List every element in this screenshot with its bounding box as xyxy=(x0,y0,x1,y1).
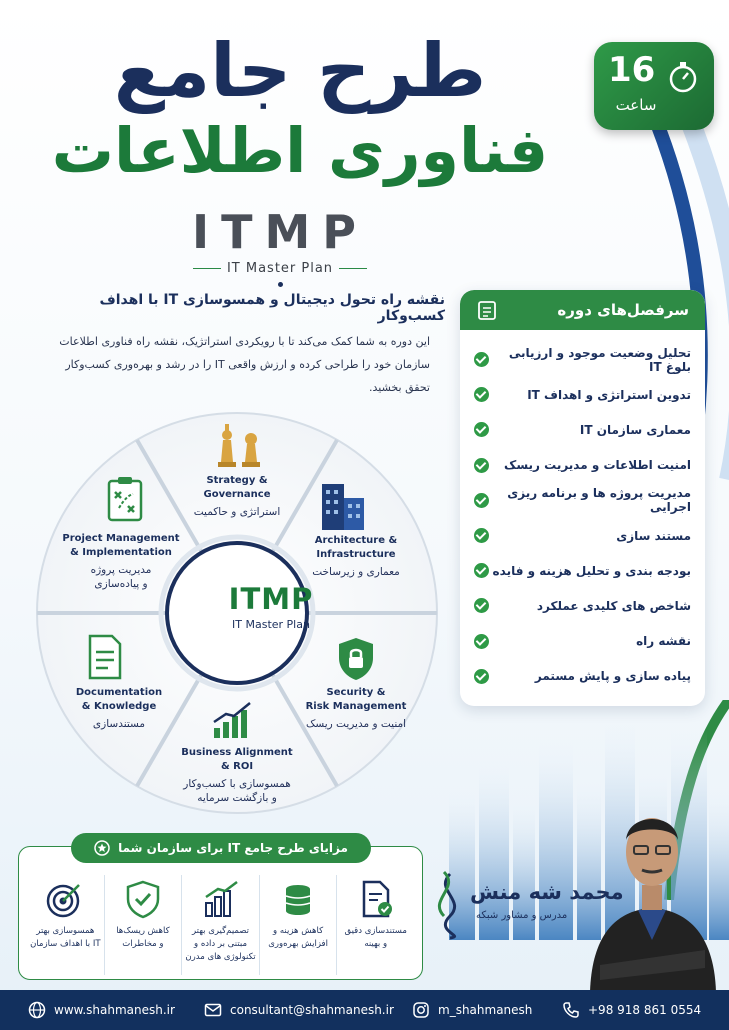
instagram-icon xyxy=(412,1001,430,1019)
syllabus-header xyxy=(460,290,705,330)
logo-subtitle-row xyxy=(180,261,380,276)
segment-en-line1: Security & xyxy=(326,687,386,698)
syllabus-item xyxy=(474,588,691,623)
benefit-item xyxy=(181,875,259,975)
syllabus-item xyxy=(474,624,691,659)
segment-en-line2: Risk Management xyxy=(305,701,407,712)
segment-architecture-infrastructure xyxy=(296,534,416,579)
segment-en-line2: Infrastructure xyxy=(316,549,396,560)
check-icon xyxy=(474,669,489,684)
segment-en-line1: Project Management xyxy=(62,533,180,544)
segment-en-line2: & Knowledge xyxy=(81,701,157,712)
website-text: www.shahmanesh.ir xyxy=(54,1003,175,1017)
syllabus-item-text: تدوین استراتژی و اهداف IT xyxy=(527,387,691,402)
syllabus-item xyxy=(474,553,691,588)
shield-check-icon xyxy=(123,879,163,919)
mail-icon xyxy=(204,1001,222,1019)
duration-value: 16 xyxy=(608,50,656,90)
benefits-box xyxy=(18,841,423,980)
document-check-icon xyxy=(356,879,396,919)
segment-en-line2: & ROI xyxy=(220,761,254,772)
target-icon xyxy=(45,879,85,919)
benefit-item xyxy=(336,875,414,975)
benefit-text: مبتنی بر داده و xyxy=(194,939,247,949)
benefit-text: افزایش بهره‌وری xyxy=(268,939,328,949)
check-icon xyxy=(474,598,489,613)
syllabus-item xyxy=(474,448,691,483)
segment-documentation xyxy=(56,686,182,731)
security-shield-icon xyxy=(336,636,376,682)
segment-fa-line1: امنیت و مدیریت ریسک xyxy=(305,718,407,730)
chess-icon xyxy=(212,422,264,468)
logo-dot xyxy=(278,282,283,287)
syllabus-item-text: مستند سازی xyxy=(616,528,691,543)
segment-fa-line1: مدیریت پروژه xyxy=(90,564,152,576)
benefit-text: مستندسازی دقیق xyxy=(344,926,407,936)
syllabus-item-text: امنیت اطلاعات و مدیریت ریسک xyxy=(504,458,691,473)
benefits-title: مزایای طرح جامع IT برای سازمان شما xyxy=(118,841,348,855)
poster-title xyxy=(40,28,560,188)
title-line-1: طرح جامع xyxy=(113,28,487,114)
benefit-item xyxy=(259,875,337,975)
benefits-header xyxy=(71,833,371,863)
benefits-row xyxy=(27,875,414,975)
document-icon xyxy=(86,634,124,680)
buildings-icon xyxy=(318,474,370,530)
presenter-logo-icon xyxy=(430,870,470,940)
benefit-text: و مخاطرات xyxy=(122,939,164,949)
segment-en-line1: Documentation xyxy=(75,687,163,698)
course-subtitle: نقشه راه تحول دیجیتال و همسوسازی IT با اهداف کسب‌وکار xyxy=(99,292,445,324)
syllabus-item-text: پیاده سازی و پایش مستمر xyxy=(534,669,691,684)
segment-business-alignment xyxy=(168,746,306,805)
segment-fa-line1: استراتژی و حاکمیت xyxy=(193,506,281,518)
footer-phone[interactable] xyxy=(562,1001,701,1019)
globe-icon xyxy=(28,1001,46,1019)
syllabus-item-text: تحلیل وضعیت موجود و ارزیابی بلوغ IT xyxy=(508,345,691,374)
segment-fa-line2: و پیاده‌سازی xyxy=(94,578,148,590)
benefit-text: تکنولوژی های مدرن xyxy=(185,952,256,962)
instagram-text: m_shahmanesh xyxy=(438,1003,533,1017)
check-icon xyxy=(474,563,489,578)
syllabus-item xyxy=(474,518,691,553)
check-icon xyxy=(474,352,489,367)
check-icon xyxy=(474,422,489,437)
phone-icon xyxy=(562,1001,580,1019)
phone-text: +98 918 861 0554 xyxy=(588,1003,702,1017)
footer-website[interactable] xyxy=(28,1001,175,1019)
segment-en-line1: Architecture & xyxy=(314,535,398,546)
benefit-text: کاهش ریسک‌ها xyxy=(116,926,170,936)
syllabus-card xyxy=(460,290,705,706)
check-icon xyxy=(474,458,489,473)
wheel-center-title: ITMP xyxy=(228,582,314,616)
syllabus-item xyxy=(474,412,691,447)
footer-instagram[interactable] xyxy=(412,1001,532,1019)
check-icon xyxy=(474,634,489,649)
segment-strategy-governance xyxy=(174,474,300,519)
project-board-icon xyxy=(106,476,144,522)
wheel-center-subtitle: IT Master Plan xyxy=(232,618,310,631)
syllabus-item xyxy=(474,342,691,377)
syllabus-item xyxy=(474,483,691,518)
benefit-text: و بهینه xyxy=(364,939,388,949)
itmp-wheel-diagram xyxy=(34,410,440,816)
check-icon xyxy=(474,493,489,508)
wheel-center-logo xyxy=(203,582,339,631)
benefit-text: همسوسازی بهتر xyxy=(36,926,95,936)
duration-unit: ساعت xyxy=(615,96,657,114)
duration-badge xyxy=(594,42,714,130)
syllabus-list xyxy=(460,330,705,694)
footer-email[interactable] xyxy=(204,1001,394,1019)
segment-security-risk xyxy=(296,686,416,731)
syllabus-item xyxy=(474,659,691,694)
course-description: این دوره به شما کمک می‌کند تا با رویکردی استراتژیک، نقشه راه فناوری اطلاعات سازمان خود را طراحی کرده و ارزش واقعی IT را در رشد و بهره‌وری کسب‌وکار تحقق بخشید. xyxy=(59,335,430,394)
benefit-item xyxy=(104,875,182,975)
segment-fa-line1: معماری و زیرساخت xyxy=(312,566,400,578)
segment-en-line1: Business Alignment xyxy=(181,747,293,758)
coins-icon xyxy=(278,879,318,919)
syllabus-item-text: بودجه بندی و تحلیل هزینه و فایده xyxy=(492,563,691,578)
segment-en-line2: Governance xyxy=(203,489,271,500)
syllabus-item-text: نقشه راه xyxy=(636,634,691,649)
syllabus-item-text: معماری سازمان IT xyxy=(579,422,691,437)
footer-bar xyxy=(0,990,729,1030)
benefit-text: تصمیم‌گیری بهتر xyxy=(191,926,250,936)
itmp-logo xyxy=(180,205,380,287)
syllabus-item-text: مدیریت پروژه ها و برنامه ریزی اجرایی xyxy=(507,486,691,515)
star-badge-icon xyxy=(94,840,110,856)
benefit-text: IT با اهداف سازمان xyxy=(30,939,101,949)
email-text: consultant@shahmanesh.ir xyxy=(230,1003,394,1017)
segment-fa-line2: و بازگشت سرمایه xyxy=(197,792,277,804)
title-line-2: فناوری اطلاعات xyxy=(51,114,549,187)
bar-chart-icon xyxy=(201,879,241,919)
presenter-name: محمد شه منش xyxy=(470,880,624,904)
logo-subtitle: IT Master Plan xyxy=(226,261,334,276)
presenter-role: مدرس و مشاور شبکه xyxy=(476,910,568,921)
segment-fa-line1: همسوسازی با کسب‌وکار xyxy=(183,778,291,790)
checklist-icon xyxy=(478,300,496,320)
segment-en-line1: Strategy & xyxy=(206,475,268,486)
stopwatch-icon xyxy=(666,60,700,94)
logo-name: ITMP xyxy=(192,205,368,259)
segment-project-management xyxy=(52,532,190,591)
check-icon xyxy=(474,387,489,402)
check-icon xyxy=(474,528,489,543)
segment-en-line2: & Implementation xyxy=(70,547,172,558)
presenter-section xyxy=(430,780,729,992)
syllabus-item xyxy=(474,377,691,412)
syllabus-title: سرفصل‌های دوره xyxy=(557,301,689,319)
growth-chart-icon xyxy=(210,700,254,740)
presenter-photo xyxy=(580,790,725,992)
benefit-text: کاهش هزینه و xyxy=(273,926,324,936)
segment-fa-line1: مستندسازی xyxy=(92,718,146,730)
benefit-item xyxy=(27,875,104,975)
syllabus-item-text: شاخص های کلیدی عملکرد xyxy=(536,598,691,613)
